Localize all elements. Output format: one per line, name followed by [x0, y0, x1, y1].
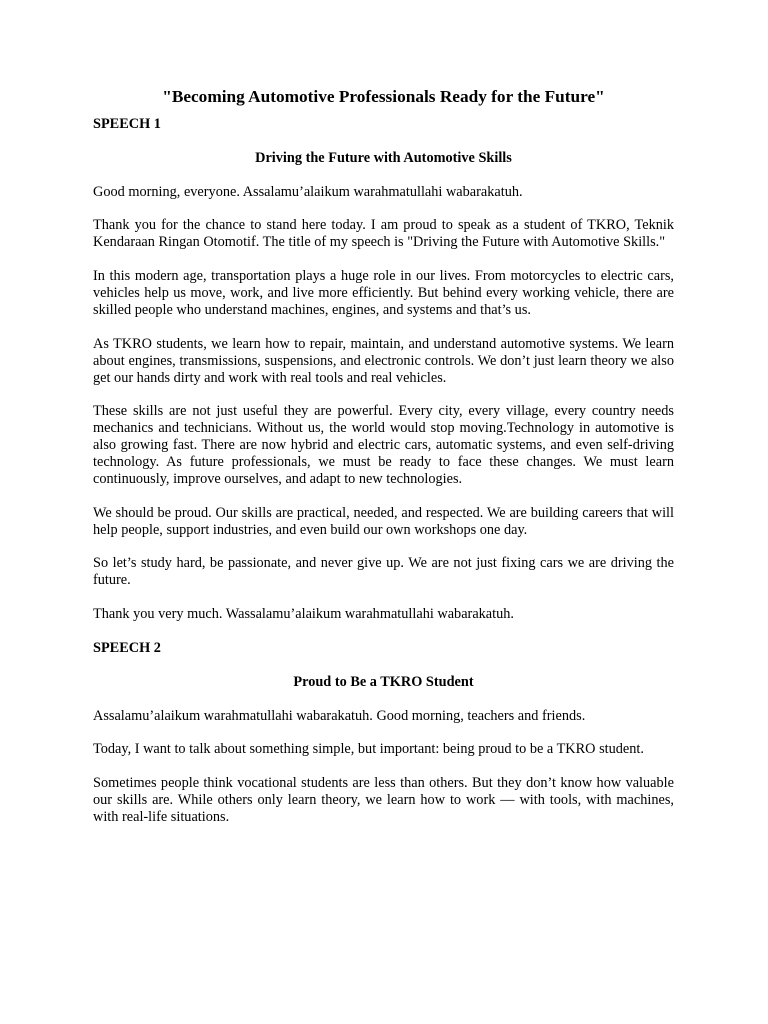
- paragraph: Good morning, everyone. Assalamu’alaikum warahmatullahi wabarakatuh.: [93, 183, 523, 200]
- speech-2-heading: Proud to Be a TKRO Student: [293, 673, 474, 690]
- document-page: [93, 86, 674, 826]
- speech-1-heading: Driving the Future with Automotive Skills: [255, 149, 512, 166]
- paragraph: In this modern age, transportation plays a huge role in our lives. From motorcycles to electric cars, vehicles help us move, work, and live more efficiently. But behind every working vehicle, there are skilled people who understand machines, engines, and systems and that’s us.: [93, 268, 674, 318]
- speech-2-section: [93, 640, 674, 826]
- paragraph: As TKRO students, we learn how to repair, maintain, and understand automotive systems. We learn about engines, transmissions, suspensions, and electronic controls. We don’t just learn theory we also get our hands dirty and work with real tools and real vehicles.: [93, 335, 674, 386]
- paragraph: Assalamu’alaikum warahmatullahi wabarakatuh. Good morning, teachers and friends.: [93, 707, 586, 724]
- speech-1-label: SPEECH 1: [93, 116, 161, 132]
- paragraph: Thank you for the chance to stand here today. I am proud to speak as a student of TKRO, Teknik Kendaraan Ringan Otomotif. The title of my speech is "Driving the Future with Automotive Skills.": [93, 217, 674, 251]
- paragraph: Today, I want to talk about something simple, but important: being proud to be a TKRO student.: [93, 741, 644, 758]
- paragraph: We should be proud. Our skills are practical, needed, and respected. We are building careers that will help people, support industries, and even build our own workshops one day.: [93, 504, 674, 538]
- paragraph: Thank you very much. Wassalamu’alaikum warahmatullahi wabarakatuh.: [93, 606, 514, 623]
- document-title: "Becoming Automotive Professionals Ready for the Future": [162, 87, 605, 106]
- speech-1-section: [93, 116, 674, 640]
- speech-2-label: SPEECH 2: [93, 639, 161, 656]
- paragraph: So let’s study hard, be passionate, and never give up. We are not just fixing cars we are driving the future.: [93, 555, 674, 589]
- paragraph: These skills are not just useful they are powerful. Every city, every village, every country needs mechanics and technicians. Without us, the world would stop moving.Technology in automotive is also growing fast. There are now hybrid and electric cars, automatic systems, and even self-driving technology. As future professionals, we must be ready to face these changes. We must learn continuously, improve ourselves, and adapt to new technologies.: [93, 403, 674, 487]
- paragraph: Sometimes people think vocational students are less than others. But they don’t know how valuable our skills are. While others only learn theory, we learn how to work — with tools, with machines, with real-life situations.: [93, 775, 674, 825]
